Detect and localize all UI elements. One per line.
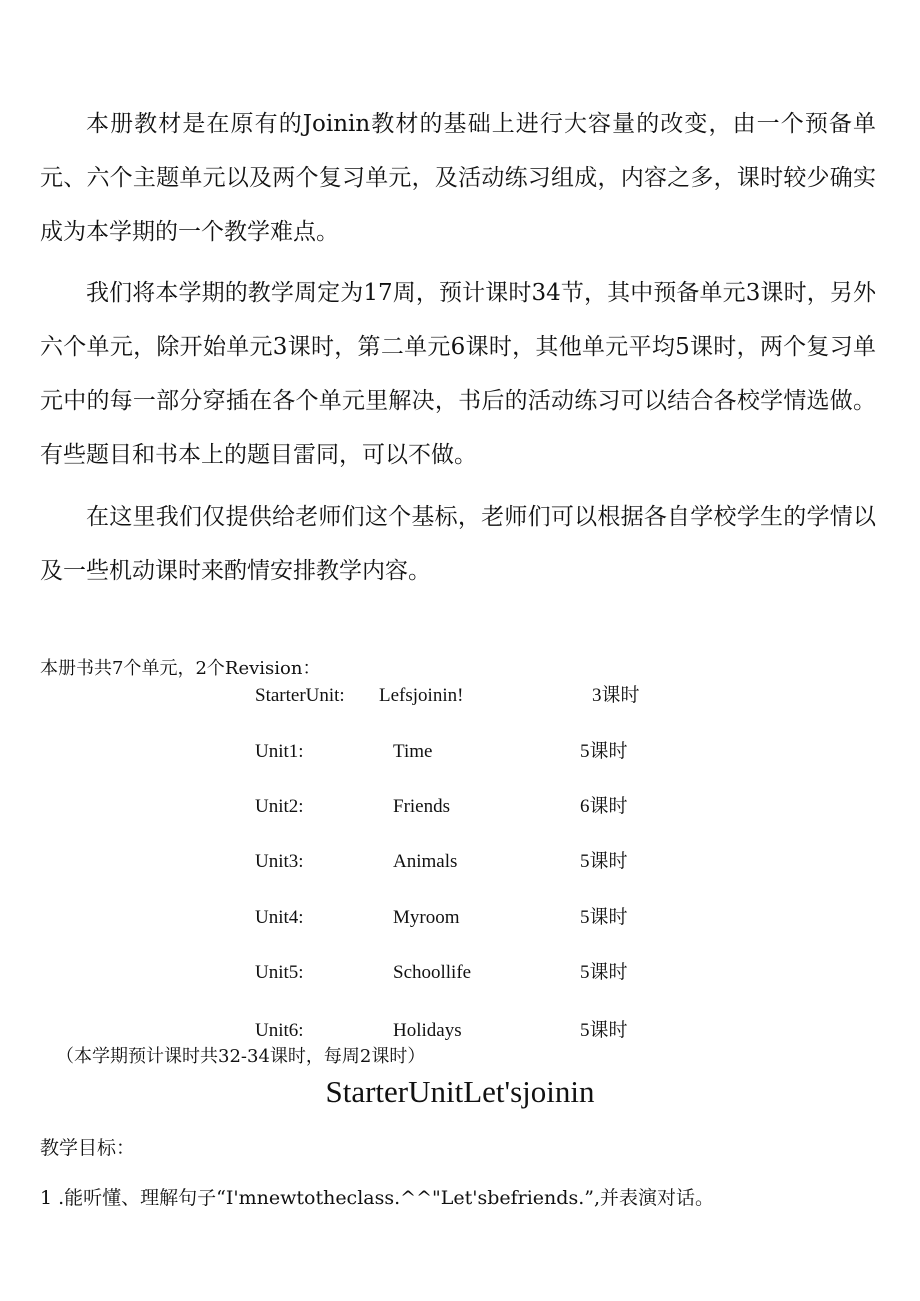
- unit-name: Unit6:: [255, 1020, 304, 1041]
- goals-heading: 教学目标：: [40, 1137, 136, 1159]
- unit-row-2: [0, 792, 920, 822]
- unit-name: Unit1:: [255, 741, 304, 762]
- unit-name: Unit3:: [255, 851, 304, 872]
- paragraph-textbook-overview: 本册教材是在原有的Joinin教材的基础上进行大容量的改变，由一个预备单元、六个主题单元以及两个复习单元，及活动练习组成，内容之多，课时较少确实成为本学期的一个教学难点。: [40, 111, 876, 245]
- unit-name: Unit4:: [255, 907, 304, 928]
- goal-item: 1 .能听懂、理解句子“I'mnewtotheclass.^^"Let'sbefriends.”,并表演对话。: [40, 1187, 714, 1209]
- unit-hours: 5课时: [580, 907, 628, 928]
- unit-hours: 6课时: [580, 796, 628, 817]
- unit-title: Lefsjoinin!: [379, 685, 464, 706]
- unit-row-5: [0, 958, 920, 988]
- unit-hours: 5课时: [580, 741, 628, 762]
- unit-row-4: [0, 903, 920, 933]
- unit-title: Holidays: [393, 1020, 462, 1041]
- unit-row-1: [0, 737, 920, 767]
- unit-title: Friends: [393, 796, 450, 817]
- unit-title: Time: [393, 741, 433, 762]
- unit-row-6: [0, 1016, 920, 1046]
- paragraph-schedule: 我们将本学期的教学周定为17周，预计课时34节，其中预备单元3课时，另外六个单元，除开始单元3课时，第二单元6课时，其他单元平均5课时，两个复习单元中的每一部分穿插在各个单元里解决，书后的活动练习可以结合各校学情选做。有些题目和书本上的题目雷同，可以不做。: [40, 280, 876, 468]
- unit-name: Unit2:: [255, 796, 304, 817]
- unit-row-3: [0, 847, 920, 877]
- lesson-title: StarterUnitLet'sjoinin: [325, 1074, 595, 1109]
- paragraph-guidance: 在这里我们仅提供给老师们这个基标，老师们可以根据各自学校学生的学情以及一些机动课时来酌情安排教学内容。: [40, 504, 876, 584]
- unit-row-starter: [0, 681, 920, 711]
- unit-hours: 3课时: [592, 685, 640, 706]
- unit-hours: 5课时: [580, 851, 628, 872]
- unit-title: Schoollife: [393, 962, 472, 983]
- hours-note: （本学期预计课时共32-34课时，每周2课时）: [56, 1046, 426, 1067]
- unit-hours: 5课时: [580, 962, 628, 983]
- unit-name: StarterUnit:: [255, 685, 345, 706]
- unit-name: Unit5:: [255, 962, 304, 983]
- unit-hours: 5课时: [580, 1020, 628, 1041]
- unit-title: Myroom: [393, 907, 460, 928]
- unit-title: Animals: [393, 851, 458, 872]
- units-intro: 本册书共7个单元，2个Revision：: [40, 658, 321, 679]
